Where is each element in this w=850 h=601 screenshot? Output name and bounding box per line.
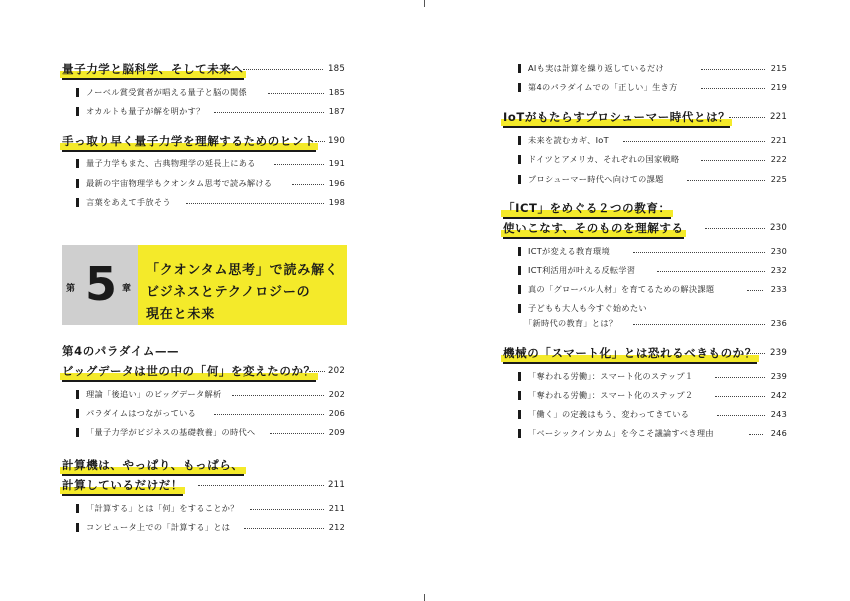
bullet-marker: [518, 175, 521, 184]
toc-item[interactable]: 理論「後追い」のビッグデータ解析: [86, 389, 222, 399]
page-number: 236: [770, 318, 787, 328]
leader-dots: [214, 112, 324, 113]
leader-dots: [717, 415, 765, 416]
leader-dots: [701, 88, 765, 89]
toc-item[interactable]: 「量子力学がビジネスの基礎教養」の時代へ: [86, 427, 256, 437]
page-number: 232: [770, 265, 787, 275]
bullet-marker: [76, 523, 79, 532]
chapter-title: ビジネスとテクノロジーの: [146, 285, 311, 300]
toc-item[interactable]: 「奪われる労働」：スマート化のステップ１: [528, 371, 694, 381]
toc-item[interactable]: ノーベル賞受賞者が唱える量子と脳の関係: [86, 87, 248, 97]
bullet-marker: [76, 504, 79, 513]
toc-heading[interactable]: [503, 201, 671, 215]
toc-item[interactable]: AIも実は計算を繰り返しているだけ: [528, 63, 664, 73]
page-number: 185: [327, 64, 345, 74]
page-number: 196: [328, 178, 345, 188]
bullet-marker: [518, 247, 521, 256]
bullet-marker: [518, 391, 521, 400]
toc-heading-text: IoTがもたらすプロシューマー時代とは？: [503, 110, 731, 124]
toc-item[interactable]: パラダイムはつながっている: [86, 408, 197, 418]
leader-dots: [657, 271, 765, 272]
leader-dots: [214, 414, 324, 415]
page-number: 233: [770, 284, 787, 294]
leader-dots: [250, 509, 324, 510]
toc-item[interactable]: 子どもも大人も今すぐ始めたい: [528, 303, 647, 313]
toc-item[interactable]: 言葉をあえて手放そう: [86, 197, 171, 207]
page-number: 211: [327, 480, 345, 490]
page-number: 225: [770, 174, 787, 184]
toc-item[interactable]: オカルトも量子が解を明かす？: [86, 106, 205, 116]
bullet-marker: [76, 409, 79, 418]
toc-item[interactable]: 最新の宇宙物理学もクオンタム思考で読み解ける: [86, 178, 273, 188]
leader-dots: [232, 395, 324, 396]
toc-item[interactable]: 真の「グローバル人材」を育てるための解決課題: [528, 284, 715, 294]
leader-dots: [687, 180, 765, 181]
bullet-marker: [76, 390, 79, 399]
toc-heading[interactable]: [62, 478, 183, 492]
page-number: 222: [770, 154, 787, 164]
toc-heading[interactable]: [62, 364, 316, 378]
leader-dots: [633, 324, 765, 325]
toc-item[interactable]: 第4のパラダイムでの「正しい」生き方: [528, 82, 678, 92]
leader-dots: [701, 160, 765, 161]
bullet-marker: [518, 155, 521, 164]
leader-dots: [749, 434, 763, 435]
leader-dots: [623, 141, 765, 142]
toc-heading[interactable]: [62, 458, 244, 472]
bullet-marker: [518, 304, 521, 313]
leader-dots: [268, 93, 324, 94]
page-number: 219: [770, 82, 787, 92]
toc-heading-text: 第4のパラダイム——: [62, 344, 180, 358]
leader-dots: [243, 69, 323, 70]
bullet-marker: [76, 179, 79, 188]
page-number: 239: [770, 371, 787, 381]
bullet-marker: [518, 83, 521, 92]
toc-heading-text: 手っ取り早く量子力学を理解するためのヒント: [62, 134, 317, 148]
toc-heading-text: 機械の「スマート化」とは恐れるべきものか？: [503, 346, 757, 360]
leader-dots: [244, 528, 324, 529]
toc-item[interactable]: プロシューマー時代へ向けての課題: [528, 174, 664, 184]
leader-dots: [198, 485, 324, 486]
toc-heading-text: 使いこなす、そのものを理解する: [503, 221, 684, 235]
toc-item[interactable]: ドイツとアメリカ、それぞれの国家戦略: [528, 154, 680, 164]
toc-item[interactable]: ICT利活用が叶える反転学習: [528, 265, 636, 275]
toc-item[interactable]: ICTが変える教育環境: [528, 246, 610, 256]
page-number: 206: [328, 408, 345, 418]
toc-item[interactable]: 未来を読むカギ、IoT: [528, 135, 609, 145]
page-number: 187: [328, 106, 345, 116]
page-number: 212: [328, 522, 345, 532]
chapter-title: 現在と未来: [146, 307, 216, 322]
toc-item[interactable]: 量子力学もまた、古典物理学の延長上にある: [86, 158, 256, 168]
page-number: 190: [327, 136, 345, 146]
toc-heading[interactable]: [62, 62, 244, 76]
page-number: 242: [770, 390, 787, 400]
page-number: 230: [770, 246, 787, 256]
chapter-suffix: 章: [122, 284, 132, 294]
bullet-marker: [76, 428, 79, 437]
page-number: 209: [328, 427, 345, 437]
toc-heading-text: ビッグデータは世の中の「何」を変えたのか？: [62, 364, 316, 378]
toc-item[interactable]: 「奪われる労働」：スマート化のステップ２: [528, 390, 694, 400]
toc-heading[interactable]: [503, 346, 757, 360]
page-number: 191: [328, 158, 345, 168]
toc-item[interactable]: 「働く」の定義はもう、変わってきている: [528, 409, 690, 419]
page-number: 198: [328, 197, 345, 207]
bullet-marker: [76, 198, 79, 207]
leader-dots: [729, 117, 765, 118]
page-number: 230: [769, 223, 787, 233]
toc-heading[interactable]: [62, 344, 179, 358]
toc-heading[interactable]: [503, 110, 730, 124]
leader-dots: [292, 184, 324, 185]
leader-dots: [715, 396, 765, 397]
toc-item[interactable]: 「ベーシックインカム」を今こそ議論すべき理由: [528, 428, 714, 438]
leader-dots: [715, 377, 765, 378]
bullet-marker: [76, 159, 79, 168]
toc-heading-text: 計算しているだけだ！: [62, 478, 183, 492]
chapter-title: 「クオンタム思考」で読み解く: [146, 263, 339, 278]
page-number: 239: [769, 348, 787, 358]
page-number: 185: [328, 87, 345, 97]
toc-item[interactable]: 「計算する」とは「何」をすることか？: [86, 503, 239, 513]
leader-dots: [186, 203, 324, 204]
chapter-banner: [62, 245, 347, 325]
leader-dots: [274, 164, 324, 165]
toc-item[interactable]: コンピュータ上での「計算する」とは: [86, 522, 231, 532]
leader-dots: [705, 228, 765, 229]
chapter-prefix: 第: [66, 284, 76, 294]
toc-heading[interactable]: [62, 134, 316, 148]
page-number: 202: [327, 366, 345, 376]
bullet-marker: [518, 410, 521, 419]
page-number: 221: [770, 135, 787, 145]
toc-item-continued[interactable]: 「新時代の教育」とは？: [524, 318, 618, 328]
page-number: 202: [328, 389, 345, 399]
leader-dots: [633, 252, 765, 253]
page-number: 243: [770, 409, 787, 419]
leader-dots: [270, 433, 324, 434]
toc-heading-text: 「ICT」をめぐる２つの教育：: [503, 201, 671, 215]
right-page: [425, 0, 850, 601]
page-number: 211: [328, 503, 345, 513]
page-number: 215: [770, 63, 787, 73]
toc-heading-text: 計算機は、やっぱり、もっぱら、: [62, 458, 244, 472]
chapter-number: 5: [85, 257, 118, 311]
bullet-marker: [518, 429, 521, 438]
bullet-marker: [518, 64, 521, 73]
page-number: 221: [769, 112, 787, 122]
bullet-marker: [76, 88, 79, 97]
toc-heading[interactable]: [503, 221, 684, 235]
bullet-marker: [518, 136, 521, 145]
bullet-marker: [518, 266, 521, 275]
leader-dots: [747, 290, 763, 291]
page-number: 246: [770, 428, 787, 438]
bullet-marker: [76, 107, 79, 116]
bullet-marker: [518, 285, 521, 294]
toc-heading-text: 量子力学と脳科学、そして未来へ: [62, 62, 244, 76]
bullet-marker: [518, 372, 521, 381]
leader-dots: [701, 69, 765, 70]
